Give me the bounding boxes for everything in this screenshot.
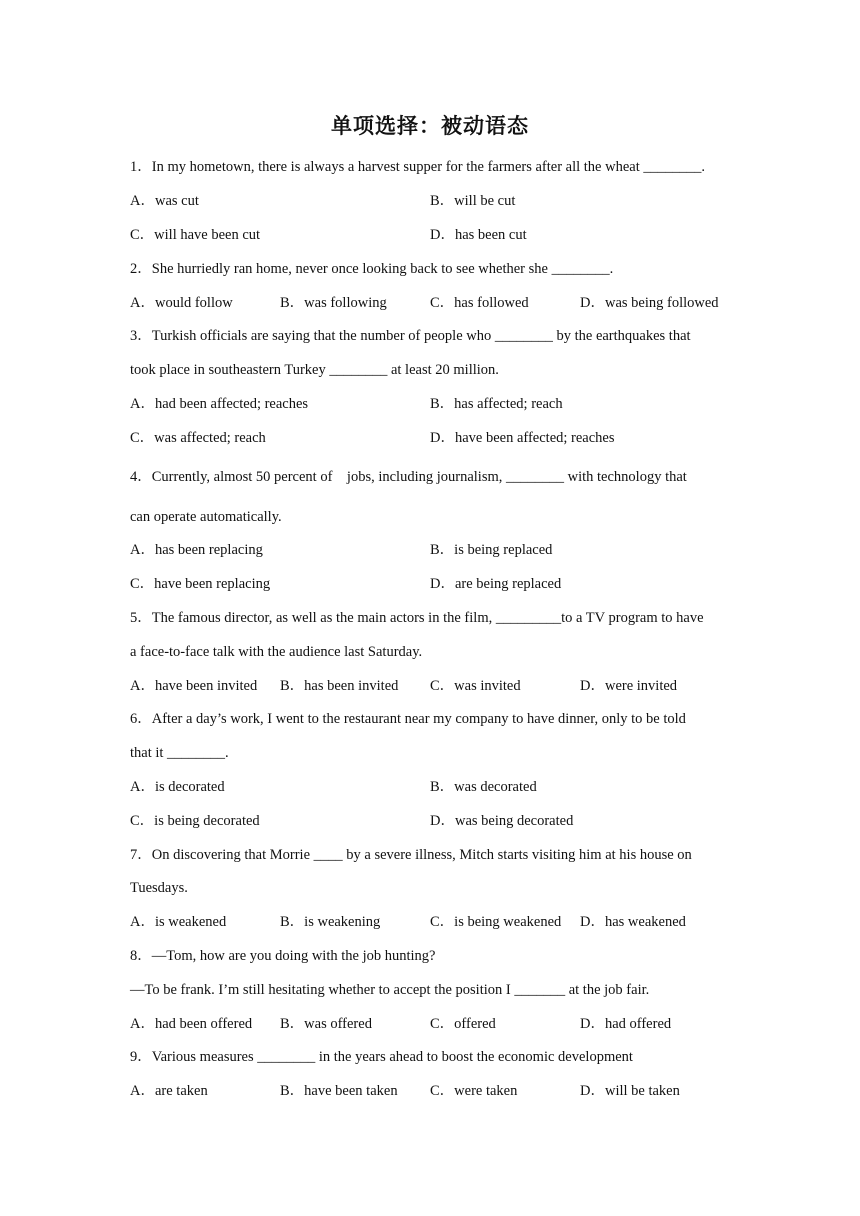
question-4-option-a: A．has been replacing	[130, 542, 263, 558]
question-6-option-d: D．was being decorated	[430, 813, 574, 829]
question-9-option-a: A．are taken	[130, 1083, 208, 1099]
question-1-option-b: B．will be cut	[430, 193, 516, 209]
question-3-stem-line-2: took place in southeastern Turkey ________ at least 20 million.	[130, 362, 499, 378]
question-5-option-b: B．has been invited	[280, 678, 399, 694]
question-5-stem-line-2: a face-to-face talk with the audience last Saturday.	[130, 644, 423, 660]
question-6-option-c: C．is being decorated	[130, 813, 260, 829]
question-6-stem-line-2: that it ________.	[130, 745, 229, 761]
question-8-option-b: B．was offered	[280, 1016, 372, 1032]
question-9-option-b: B．have been taken	[280, 1083, 398, 1099]
question-4-stem-line-1: 4．Currently, almost 50 percent of jobs, including journalism, ________ with technology that	[130, 469, 687, 485]
question-5-stem-line-1: 5．The famous director, as well as the main actors in the film, _________to a TV program to have	[130, 610, 704, 626]
question-4-option-c: C．have been replacing	[130, 576, 271, 592]
question-7-stem-line-1: 7．On discovering that Morrie ____ by a severe illness, Mitch starts visiting him at his house on	[130, 847, 692, 863]
question-7-option-a: A．is weakened	[130, 914, 227, 930]
question-7-option-c: C．is being weakened	[430, 914, 562, 930]
question-6-option-b: B．was decorated	[430, 779, 537, 795]
question-2-option-b: B．was following	[280, 295, 387, 311]
question-3-option-a: A．had been affected; reaches	[130, 396, 309, 412]
question-7-option-b: B．is weakening	[280, 914, 381, 930]
question-4-option-d: D．are being replaced	[430, 576, 562, 592]
question-3-stem-line-1: 3．Turkish officials are saying that the number of people who ________ by the earthquakes that	[130, 328, 691, 344]
question-6-stem-line-1: 6．After a day’s work, I went to the restaurant near my company to have dinner, only to be told	[130, 711, 686, 727]
question-8-option-d: D．had offered	[580, 1016, 672, 1032]
question-8-option-a: A．had been offered	[130, 1016, 253, 1032]
page-title: 单项选择：被动语态	[331, 114, 529, 138]
question-3-option-d: D．have been affected; reaches	[430, 430, 615, 446]
question-1-stem: 1．In my hometown, there is always a harvest supper for the farmers after all the wheat ________.	[130, 159, 705, 175]
question-2-option-c: C．has followed	[430, 295, 529, 311]
question-8-stem-line-1: 8．—Tom, how are you doing with the job hunting?	[130, 948, 436, 964]
question-1-option-c: C．will have been cut	[130, 227, 261, 243]
question-3-option-c: C．was affected; reach	[130, 430, 266, 446]
question-6-option-a: A．is decorated	[130, 779, 225, 795]
question-4-stem-line-2: can operate automatically.	[130, 509, 282, 525]
question-5-option-c: C．was invited	[430, 678, 521, 694]
question-9-option-c: C．were taken	[430, 1083, 518, 1099]
question-8-option-c: C．offered	[430, 1016, 496, 1032]
question-7-option-d: D．has weakened	[580, 914, 686, 930]
question-7-stem-line-2: Tuesdays.	[130, 880, 188, 896]
question-2-option-a: A．would follow	[130, 295, 233, 311]
question-1-option-d: D．has been cut	[430, 227, 527, 243]
question-9-option-d: D．will be taken	[580, 1083, 680, 1099]
question-2-stem: 2．She hurriedly ran home, never once looking back to see whether she ________.	[130, 261, 614, 277]
question-5-option-d: D．were invited	[580, 678, 678, 694]
question-9-stem: 9．Various measures ________ in the years ahead to boost the economic development	[130, 1049, 633, 1065]
question-8-stem-line-2: —To be frank. I’m still hesitating whether to accept the position I _______ at the job fair.	[130, 982, 650, 998]
question-4-option-b: B．is being replaced	[430, 542, 553, 558]
question-2-option-d: D．was being followed	[580, 295, 719, 311]
question-3-option-b: B．has affected; reach	[430, 396, 563, 412]
question-5-option-a: A．have been invited	[130, 678, 258, 694]
question-1-option-a: A．was cut	[130, 193, 199, 209]
